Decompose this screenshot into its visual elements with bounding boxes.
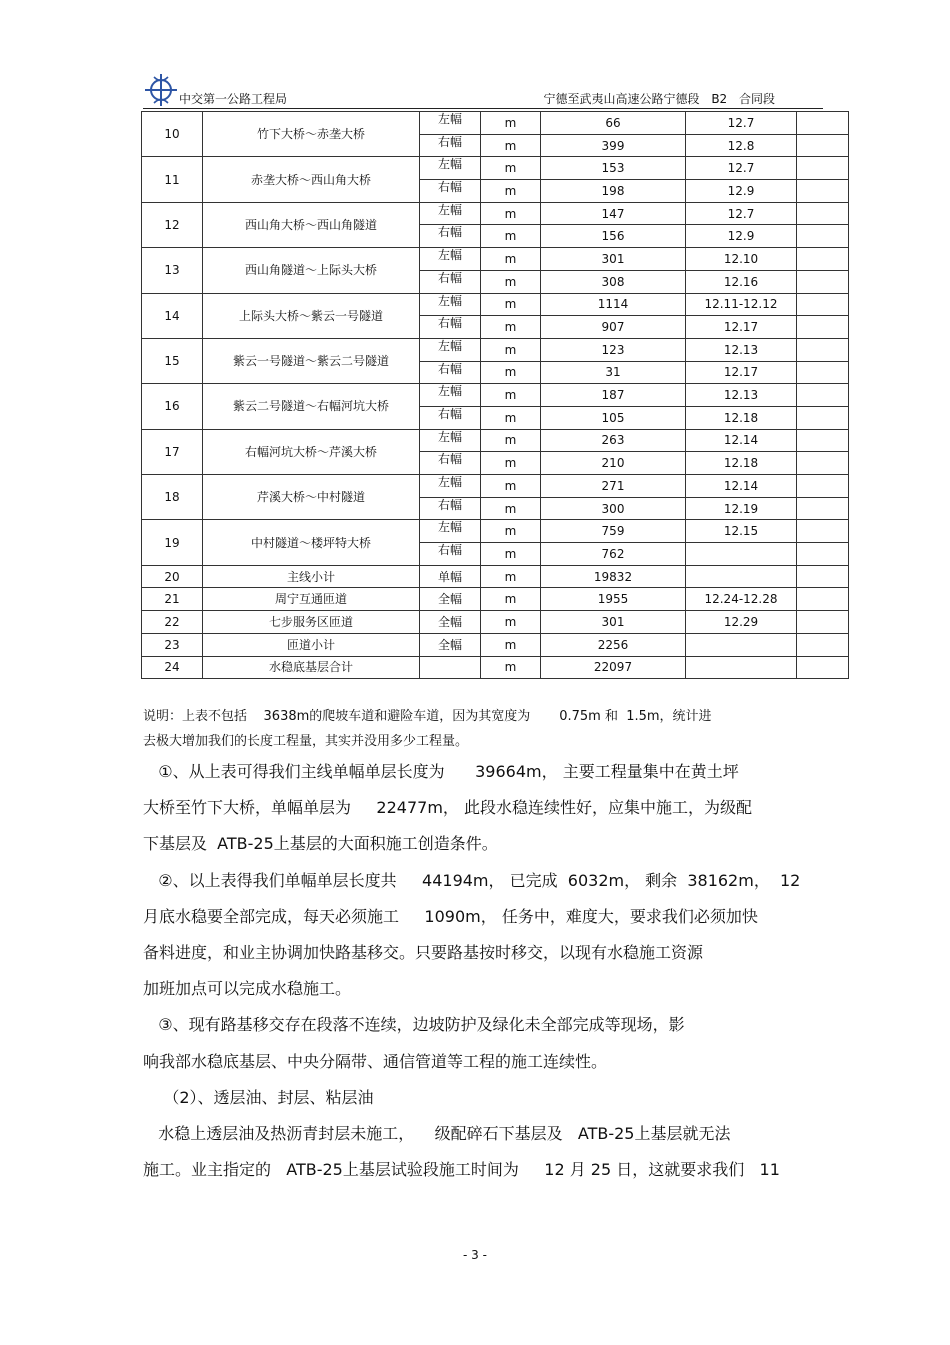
section-name-cell: 主线小计 <box>203 565 420 588</box>
length-cell: 187 <box>541 384 686 407</box>
side-cell: 右幅 <box>420 497 481 520</box>
length-cell: 19832 <box>541 565 686 588</box>
section-name-cell: 竹下大桥～赤垄大桥 <box>203 112 420 157</box>
length-cell: 2256 <box>541 633 686 656</box>
side-cell: 左幅 <box>420 248 481 271</box>
length-cell: 210 <box>541 452 686 475</box>
remark-cell <box>797 429 849 452</box>
length-cell: 1114 <box>541 293 686 316</box>
side-cell: 右幅 <box>420 270 481 293</box>
side-cell <box>420 656 481 679</box>
side-cell: 左幅 <box>420 520 481 543</box>
date-cell <box>686 543 797 566</box>
row-number-cell: 19 <box>142 520 203 565</box>
length-cell: 1955 <box>541 588 686 611</box>
side-cell: 左幅 <box>420 293 481 316</box>
remark-cell <box>797 384 849 407</box>
row-number-cell: 20 <box>142 565 203 588</box>
row-number-cell: 23 <box>142 633 203 656</box>
date-cell: 12.8 <box>686 134 797 157</box>
remark-cell <box>797 406 849 429</box>
length-cell: 153 <box>541 157 686 180</box>
table-row <box>142 202 849 225</box>
remark-cell <box>797 633 849 656</box>
paragraph-line: ②、以上表得我们单幅单层长度共 44194m， 已完成 6032m， 剩余 38162m， 12 <box>143 870 801 890</box>
length-cell: 301 <box>541 611 686 634</box>
row-number-cell: 14 <box>142 293 203 338</box>
paragraph-line: 大桥至竹下大桥，单幅单层为 22477m， 此段水稳连续性好，应集中施工，为级配 <box>143 798 753 818</box>
section-name-cell: 西山角大桥～西山角隧道 <box>203 202 420 247</box>
paragraph-line: ③、现有路基移交存在段落不连续，边坡防护及绿化未全部完成等现场，影 <box>143 1015 685 1035</box>
note-line: 去极大增加我们的长度工程量，其实并没用多少工程量。 <box>143 734 469 749</box>
date-cell <box>686 565 797 588</box>
unit-cell: m <box>481 588 541 611</box>
unit-cell: m <box>481 452 541 475</box>
length-cell: 22097 <box>541 656 686 679</box>
section-name-cell: 中村隧道～楼坪特大桥 <box>203 520 420 565</box>
row-number-cell: 12 <box>142 202 203 247</box>
date-cell: 12.13 <box>686 384 797 407</box>
side-cell: 单幅 <box>420 565 481 588</box>
remark-cell <box>797 611 849 634</box>
remark-cell <box>797 112 849 135</box>
table-row <box>142 248 849 271</box>
section-name-cell: 芹溪大桥～中村隧道 <box>203 475 420 520</box>
remark-cell <box>797 225 849 248</box>
page-number: - 3 - <box>463 1248 487 1262</box>
table-row <box>142 520 849 543</box>
section-name-cell: 紫云二号隧道～右幅河坑大桥 <box>203 384 420 429</box>
unit-cell: m <box>481 497 541 520</box>
side-cell: 全幅 <box>420 588 481 611</box>
table-row <box>142 157 849 180</box>
remark-cell <box>797 543 849 566</box>
date-cell: 12.19 <box>686 497 797 520</box>
length-cell: 301 <box>541 248 686 271</box>
table-row <box>142 293 849 316</box>
date-cell: 12.11-12.12 <box>686 293 797 316</box>
table-row <box>142 565 849 588</box>
side-cell: 左幅 <box>420 384 481 407</box>
section-name-cell: 西山角隧道～上际头大桥 <box>203 248 420 293</box>
side-cell: 左幅 <box>420 157 481 180</box>
remark-cell <box>797 588 849 611</box>
paragraph-line: 水稳上透层油及热沥青封层未施工， 级配碎石下基层及 ATB-25上基层就无法 <box>143 1123 731 1143</box>
date-cell: 12.18 <box>686 406 797 429</box>
length-cell: 123 <box>541 338 686 361</box>
remark-cell <box>797 134 849 157</box>
body-text <box>143 754 823 1188</box>
table-note <box>143 704 823 754</box>
side-cell: 左幅 <box>420 429 481 452</box>
organization-name: 中交第一公路工程局 <box>179 92 288 106</box>
section-name-cell: 水稳底基层合计 <box>203 656 420 679</box>
unit-cell: m <box>481 157 541 180</box>
length-cell: 263 <box>541 429 686 452</box>
side-cell: 左幅 <box>420 112 481 135</box>
side-cell: 右幅 <box>420 180 481 203</box>
remark-cell <box>797 475 849 498</box>
table-row <box>142 112 849 135</box>
page-header <box>143 72 823 108</box>
paragraph-line: （2）、透层油、封层、粘层油 <box>143 1087 374 1107</box>
remark-cell <box>797 565 849 588</box>
remark-cell <box>797 202 849 225</box>
side-cell: 右幅 <box>420 134 481 157</box>
length-cell: 762 <box>541 543 686 566</box>
length-cell: 198 <box>541 180 686 203</box>
row-number-cell: 10 <box>142 112 203 157</box>
company-logo-icon <box>143 72 179 108</box>
table-row <box>142 429 849 452</box>
remark-cell <box>797 293 849 316</box>
date-cell: 12.7 <box>686 157 797 180</box>
section-name-cell: 上际头大桥～紫云一号隧道 <box>203 293 420 338</box>
row-number-cell: 18 <box>142 475 203 520</box>
remark-cell <box>797 157 849 180</box>
remark-cell <box>797 520 849 543</box>
unit-cell: m <box>481 270 541 293</box>
date-cell: 12.14 <box>686 475 797 498</box>
table-row <box>142 633 849 656</box>
length-cell: 105 <box>541 406 686 429</box>
table-row <box>142 588 849 611</box>
date-cell: 12.9 <box>686 225 797 248</box>
header-rule <box>143 108 823 109</box>
section-name-cell: 紫云一号隧道～紫云二号隧道 <box>203 338 420 383</box>
date-cell: 12.15 <box>686 520 797 543</box>
row-number-cell: 22 <box>142 611 203 634</box>
remark-cell <box>797 270 849 293</box>
row-number-cell: 16 <box>142 384 203 429</box>
length-cell: 907 <box>541 316 686 339</box>
remark-cell <box>797 497 849 520</box>
side-cell: 左幅 <box>420 475 481 498</box>
date-cell: 12.24-12.28 <box>686 588 797 611</box>
length-cell: 156 <box>541 225 686 248</box>
section-name-cell: 匝道小计 <box>203 633 420 656</box>
section-name-cell: 周宁互通匝道 <box>203 588 420 611</box>
unit-cell: m <box>481 565 541 588</box>
paragraph-line: ①、从上表可得我们主线单幅单层长度为 39664m， 主要工程量集中在黄土坪 <box>143 762 739 781</box>
length-cell: 271 <box>541 475 686 498</box>
unit-cell: m <box>481 202 541 225</box>
date-cell: 12.13 <box>686 338 797 361</box>
table-body <box>142 112 849 679</box>
remark-cell <box>797 316 849 339</box>
unit-cell: m <box>481 316 541 339</box>
side-cell: 右幅 <box>420 543 481 566</box>
table-row <box>142 656 849 679</box>
section-name-cell: 赤垄大桥～西山角大桥 <box>203 157 420 202</box>
remark-cell <box>797 452 849 475</box>
unit-cell: m <box>481 611 541 634</box>
row-number-cell: 15 <box>142 338 203 383</box>
section-name-cell: 右幅河坑大桥～芹溪大桥 <box>203 429 420 474</box>
length-cell: 300 <box>541 497 686 520</box>
section-name-cell: 七步服务区匝道 <box>203 611 420 634</box>
date-cell: 12.9 <box>686 180 797 203</box>
date-cell: 12.18 <box>686 452 797 475</box>
unit-cell: m <box>481 225 541 248</box>
paragraph-line: 施工。业主指定的 ATB-25上基层试验段施工时间为 12 月 25 日，这就要求我们 11 <box>143 1160 780 1180</box>
date-cell: 12.7 <box>686 202 797 225</box>
length-cell: 31 <box>541 361 686 384</box>
table-row <box>142 338 849 361</box>
table-row <box>142 475 849 498</box>
length-cell: 399 <box>541 134 686 157</box>
remark-cell <box>797 656 849 679</box>
remark-cell <box>797 361 849 384</box>
unit-cell: m <box>481 384 541 407</box>
side-cell: 右幅 <box>420 361 481 384</box>
side-cell: 右幅 <box>420 452 481 475</box>
side-cell: 右幅 <box>420 406 481 429</box>
length-cell: 759 <box>541 520 686 543</box>
paragraph-line: 下基层及 ATB-25上基层的大面积施工创造条件。 <box>143 834 498 854</box>
project-name: 宁德至武夷山高速公路宁德段 B2 合同段 <box>543 92 775 106</box>
remark-cell <box>797 180 849 203</box>
unit-cell: m <box>481 520 541 543</box>
row-number-cell: 13 <box>142 248 203 293</box>
unit-cell: m <box>481 406 541 429</box>
date-cell: 12.14 <box>686 429 797 452</box>
unit-cell: m <box>481 633 541 656</box>
side-cell: 右幅 <box>420 316 481 339</box>
remark-cell <box>797 248 849 271</box>
length-cell: 147 <box>541 202 686 225</box>
row-number-cell: 21 <box>142 588 203 611</box>
paragraph-line: 月底水稳要全部完成，每天必须施工 1090m， 任务中，难度大，要求我们必须加快 <box>143 906 758 926</box>
length-cell: 308 <box>541 270 686 293</box>
unit-cell: m <box>481 248 541 271</box>
date-cell <box>686 656 797 679</box>
side-cell: 全幅 <box>420 633 481 656</box>
side-cell: 左幅 <box>420 338 481 361</box>
table-row <box>142 611 849 634</box>
paragraph-line: 备料进度，和业主协调加快路基移交。只要路基按时移交，以现有水稳施工资源 <box>143 942 704 962</box>
date-cell: 12.7 <box>686 112 797 135</box>
date-cell <box>686 633 797 656</box>
side-cell: 全幅 <box>420 611 481 634</box>
date-cell: 12.10 <box>686 248 797 271</box>
unit-cell: m <box>481 429 541 452</box>
unit-cell: m <box>481 656 541 679</box>
row-number-cell: 24 <box>142 656 203 679</box>
unit-cell: m <box>481 361 541 384</box>
date-cell: 12.17 <box>686 316 797 339</box>
date-cell: 12.17 <box>686 361 797 384</box>
unit-cell: m <box>481 293 541 316</box>
unit-cell: m <box>481 112 541 135</box>
row-number-cell: 11 <box>142 157 203 202</box>
note-line: 说明：上表不包括 3638m的爬坡车道和避险车道，因为其宽度为 0.75m 和 1.5m，统计进 <box>143 709 712 724</box>
paragraph-line: 响我部水稳底基层、中央分隔带、通信管道等工程的施工连续性。 <box>143 1051 608 1071</box>
side-cell: 左幅 <box>420 202 481 225</box>
table-row <box>142 384 849 407</box>
row-number-cell: 17 <box>142 429 203 474</box>
side-cell: 右幅 <box>420 225 481 248</box>
length-cell: 66 <box>541 112 686 135</box>
date-cell: 12.29 <box>686 611 797 634</box>
paragraph-line: 加班加点可以完成水稳施工。 <box>143 979 352 999</box>
unit-cell: m <box>481 543 541 566</box>
unit-cell: m <box>481 180 541 203</box>
remark-cell <box>797 338 849 361</box>
unit-cell: m <box>481 475 541 498</box>
base-course-table <box>141 111 849 679</box>
unit-cell: m <box>481 134 541 157</box>
date-cell: 12.16 <box>686 270 797 293</box>
unit-cell: m <box>481 338 541 361</box>
